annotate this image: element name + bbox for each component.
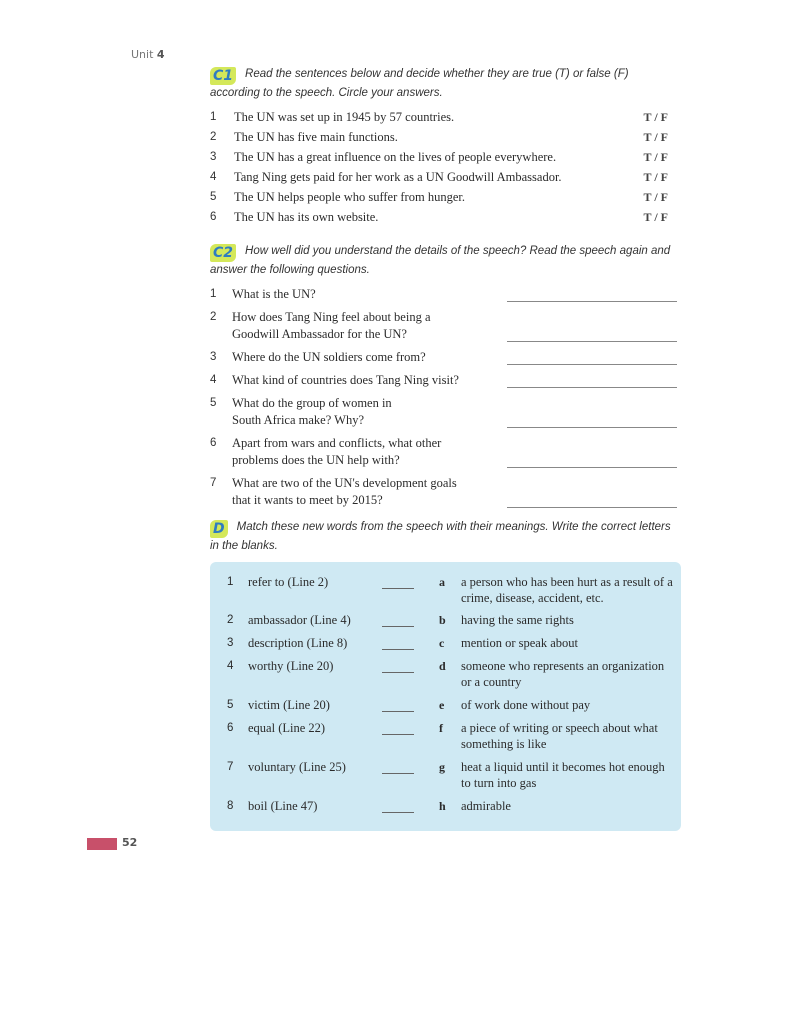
tf-choice[interactable]: T / F bbox=[643, 210, 668, 224]
tf-item bbox=[210, 107, 680, 127]
match-letter: b bbox=[439, 613, 446, 627]
question-number: 2 bbox=[210, 311, 217, 323]
match-definition: a piece of writing or speech about what something is like bbox=[461, 721, 658, 751]
answer-line[interactable] bbox=[507, 467, 677, 468]
question-number: 1 bbox=[210, 288, 217, 300]
section-c1 bbox=[210, 66, 680, 227]
match-blank[interactable] bbox=[382, 626, 414, 627]
match-definition: having the same rights bbox=[461, 613, 574, 627]
match-blank[interactable] bbox=[382, 672, 414, 673]
question-number: 5 bbox=[210, 397, 217, 409]
question-number: 7 bbox=[210, 477, 217, 489]
match-word: victim (Line 20) bbox=[248, 698, 330, 712]
tf-item-number: 5 bbox=[210, 191, 217, 203]
match-letter: c bbox=[439, 636, 445, 650]
section-c2 bbox=[210, 243, 680, 509]
tf-item bbox=[210, 187, 680, 207]
c1-list bbox=[210, 107, 680, 227]
match-word: ambassador (Line 4) bbox=[248, 613, 351, 627]
match-blank[interactable] bbox=[382, 773, 414, 774]
footer-color-bar bbox=[87, 838, 117, 850]
match-number: 7 bbox=[227, 761, 234, 773]
question-item bbox=[210, 395, 680, 429]
c1-instruction-block bbox=[210, 66, 680, 101]
match-number: 8 bbox=[227, 800, 234, 812]
answer-line[interactable] bbox=[507, 301, 677, 302]
match-number: 6 bbox=[227, 722, 234, 734]
tf-item bbox=[210, 207, 680, 227]
c2-list bbox=[210, 286, 680, 509]
d-instruction: Match these new words from the speech with their meanings. Write the correct letters in the blanks. bbox=[210, 521, 671, 552]
tf-item-text: The UN was set up in 1945 by 57 countries. bbox=[234, 110, 455, 124]
question-item bbox=[210, 286, 680, 303]
match-word: boil (Line 47) bbox=[248, 799, 318, 813]
match-number: 1 bbox=[227, 576, 234, 588]
match-word: equal (Line 22) bbox=[248, 721, 326, 735]
match-number: 4 bbox=[227, 660, 234, 672]
question-item bbox=[210, 349, 680, 366]
match-letter: a bbox=[439, 575, 445, 589]
match-definition: mention or speak about bbox=[461, 636, 578, 650]
answer-line[interactable] bbox=[507, 427, 677, 428]
question-text: How does Tang Ning feel about being a Goodwill Ambassador for the UN? bbox=[232, 310, 431, 341]
question-item bbox=[210, 435, 680, 469]
tf-item-number: 2 bbox=[210, 131, 217, 143]
match-letter: e bbox=[439, 698, 445, 712]
match-word: voluntary (Line 25) bbox=[248, 760, 346, 774]
tf-choice[interactable]: T / F bbox=[643, 170, 668, 184]
match-letter: g bbox=[439, 760, 445, 774]
match-blank[interactable] bbox=[382, 588, 414, 589]
c1-badge: C1 bbox=[210, 67, 236, 85]
tf-item-number: 3 bbox=[210, 151, 217, 163]
question-number: 4 bbox=[210, 374, 217, 386]
question-text: What do the group of women in South Africa make? Why? bbox=[232, 396, 392, 427]
match-blank[interactable] bbox=[382, 734, 414, 735]
match-definition: a person who has been hurt as a result of a crime, disease, accident, etc. bbox=[461, 575, 673, 605]
c2-badge: C2 bbox=[210, 244, 236, 262]
tf-item bbox=[210, 167, 680, 187]
c2-instruction-block bbox=[210, 243, 680, 278]
tf-item bbox=[210, 127, 680, 147]
tf-item-text: Tang Ning gets paid for her work as a UN Goodwill Ambassador. bbox=[234, 170, 562, 184]
question-item bbox=[210, 372, 680, 389]
d-instruction-block bbox=[210, 519, 680, 554]
match-definition: someone who represents an organization or a country bbox=[461, 659, 665, 689]
unit-label: Unit bbox=[131, 48, 154, 61]
tf-item-number: 6 bbox=[210, 211, 217, 223]
answer-line[interactable] bbox=[507, 341, 677, 342]
question-item bbox=[210, 475, 680, 509]
tf-item bbox=[210, 147, 680, 167]
match-definition: heat a liquid until it becomes hot enough to turn into gas bbox=[461, 760, 665, 790]
match-letter: h bbox=[439, 799, 446, 813]
match-number: 5 bbox=[227, 699, 234, 711]
match-definition: admirable bbox=[461, 799, 511, 813]
question-number: 6 bbox=[210, 437, 217, 449]
question-item bbox=[210, 309, 680, 343]
question-text: What are two of the UN's development goals that it wants to meet by 2015? bbox=[232, 476, 457, 507]
match-number: 3 bbox=[227, 637, 234, 649]
matching-panel bbox=[210, 562, 681, 831]
question-text: What kind of countries does Tang Ning visit? bbox=[232, 373, 459, 387]
c2-instruction: How well did you understand the details of the speech? Read the speech again and answer the following questions. bbox=[210, 245, 671, 276]
tf-item-number: 1 bbox=[210, 111, 217, 123]
match-number: 2 bbox=[227, 614, 234, 626]
tf-item-number: 4 bbox=[210, 171, 217, 183]
question-text: What is the UN? bbox=[232, 287, 316, 301]
tf-choice[interactable]: T / F bbox=[643, 130, 668, 144]
page-number: 52 bbox=[122, 836, 138, 849]
answer-line[interactable] bbox=[507, 387, 677, 388]
match-word: worthy (Line 20) bbox=[248, 659, 334, 673]
tf-item-text: The UN helps people who suffer from hunger. bbox=[234, 190, 465, 204]
tf-item-text: The UN has five main functions. bbox=[234, 130, 398, 144]
match-letter: f bbox=[439, 721, 443, 735]
unit-header bbox=[131, 48, 165, 61]
c1-instruction: Read the sentences below and decide whether they are true (T) or false (F) according to the speech. Circle your answers. bbox=[210, 68, 629, 99]
match-word: refer to (Line 2) bbox=[248, 575, 329, 589]
answer-line[interactable] bbox=[507, 364, 677, 365]
tf-item-text: The UN has its own website. bbox=[234, 210, 379, 224]
match-definition: of work done without pay bbox=[461, 698, 591, 712]
answer-line[interactable] bbox=[507, 507, 677, 508]
match-blank[interactable] bbox=[382, 649, 414, 650]
match-blank[interactable] bbox=[382, 812, 414, 813]
match-word: description (Line 8) bbox=[248, 636, 348, 650]
tf-choice[interactable]: T / F bbox=[643, 110, 668, 124]
tf-item-text: The UN has a great influence on the lives of people everywhere. bbox=[234, 150, 557, 164]
question-text: Apart from wars and conflicts, what other problems does the UN help with? bbox=[232, 436, 442, 467]
section-d bbox=[210, 519, 680, 554]
question-number: 3 bbox=[210, 351, 217, 363]
d-badge: D bbox=[210, 520, 228, 538]
tf-choice[interactable]: T / F bbox=[643, 150, 668, 164]
match-letter: d bbox=[439, 659, 446, 673]
match-blank[interactable] bbox=[382, 711, 414, 712]
tf-choice[interactable]: T / F bbox=[643, 190, 668, 204]
unit-number: 4 bbox=[156, 48, 165, 61]
question-text: Where do the UN soldiers come from? bbox=[232, 350, 426, 364]
